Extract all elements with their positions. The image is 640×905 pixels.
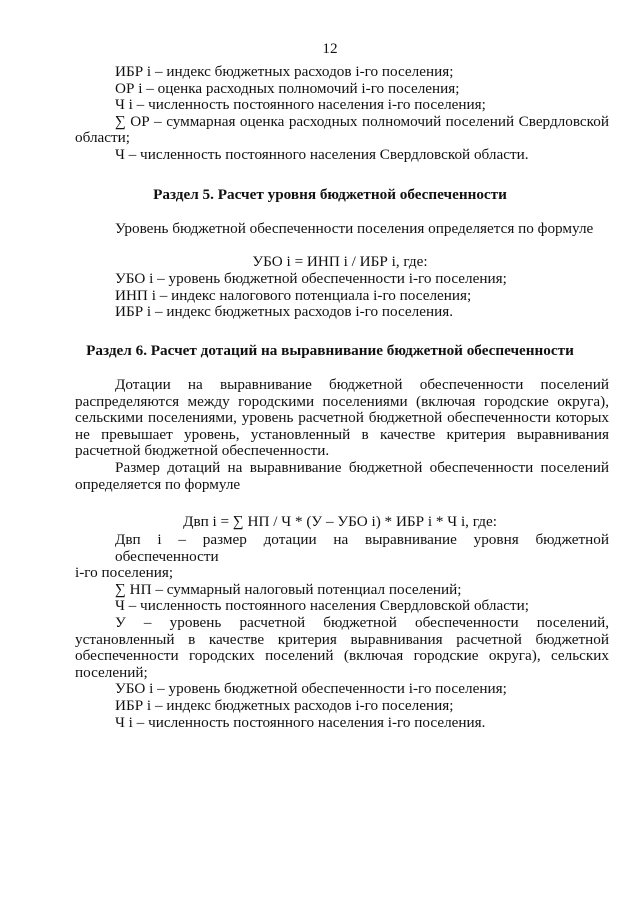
definition-ibr: ИБР i – индекс бюджетных расходов i-го поселения; (115, 63, 454, 80)
section-6-paragraph-2 (75, 460, 609, 493)
section-6-heading: Раздел 6. Расчет дотаций на выравнивание бюджетной обеспеченности (86, 342, 574, 359)
section-6-paragraph-1 (75, 377, 609, 460)
section-6-formula: Двп i = ∑ НП / Ч * (У – УБО i) * ИБР i * Ч i, где: (183, 513, 497, 530)
definition-sum-or: ∑ ОР – суммарная оценка расходных полномочий поселений Свердловской (115, 112, 609, 130)
definition-u-cont: поселений; (75, 663, 148, 681)
section-5-intro-text: Уровень бюджетной обеспеченности поселения определяется по формуле (115, 220, 594, 237)
definition-ch-i-2: Ч i – численность постоянного населения i-го поселения. (115, 713, 486, 731)
definition-ch-region: Ч – численность постоянного населения Свердловской области; (115, 597, 529, 615)
definition-dvp-cont: i-го поселения; (75, 564, 174, 582)
definition-u: У – уровень расчетной бюджетной обеспеченности поселений, (115, 613, 609, 631)
definitions-list-1 (75, 64, 609, 164)
paragraph-line: не превышает уровень, установленный в качестве критерия выравнивания (75, 425, 609, 443)
page-number: 12 (322, 40, 338, 57)
paragraph-line: Дотации на выравнивание бюджетной обеспеченности поселений (115, 376, 609, 393)
definition-ubo-2: УБО i – уровень бюджетной обеспеченности i-го поселения; (115, 680, 507, 698)
paragraph-line: распределяются между городскими поселениями (включая городские округа), (75, 392, 609, 410)
section-5-heading: Раздел 5. Расчет уровня бюджетной обеспеченности (153, 186, 507, 203)
definition-ubo: УБО i – уровень бюджетной обеспеченности i-го поселения; (115, 270, 507, 287)
section-5-formula: УБО i = ИНП i / ИБР i, где: (252, 253, 428, 270)
definition-dvp: Двп i – размер дотации на выравнивание уровня бюджетной обеспеченности (115, 531, 609, 565)
paragraph-line: определяется по формуле (75, 475, 241, 493)
paragraph-line: Размер дотаций на выравнивание бюджетной обеспеченности поселений (115, 459, 609, 476)
definition-sum-or-cont: области; (75, 129, 130, 147)
definition-u-cont: установленный в качестве критерия выравнивания расчетной бюджетной (75, 630, 609, 648)
definition-u-cont: обеспеченности городских поселений (включая городские округа), сельских (75, 647, 609, 665)
paragraph-line: расчетной бюджетной обеспеченности. (75, 442, 330, 460)
section-5-definitions (75, 271, 609, 321)
definition-ibr-3: ИБР i – индекс бюджетных расходов i-го поселения; (115, 696, 454, 714)
section-5-intro (75, 221, 609, 238)
definition-sum-np: ∑ НП – суммарный налоговый потенциал поселений; (115, 580, 462, 598)
paragraph-line: сельскими поселениями, уровень расчетной бюджетной обеспеченности которых (75, 409, 609, 427)
definition-ch-i: Ч i – численность постоянного населения i-го поселения; (115, 96, 486, 114)
section-6-definitions (75, 532, 609, 731)
definition-ch: Ч – численность постоянного населения Свердловской области. (115, 145, 529, 163)
definition-ibr-2: ИБР i – индекс бюджетных расходов i-го поселения. (115, 303, 454, 321)
definition-or: ОР i – оценка расходных полномочий i-го поселения; (115, 79, 460, 97)
definition-inp: ИНП i – индекс налогового потенциала i-го поселения; (115, 286, 472, 304)
